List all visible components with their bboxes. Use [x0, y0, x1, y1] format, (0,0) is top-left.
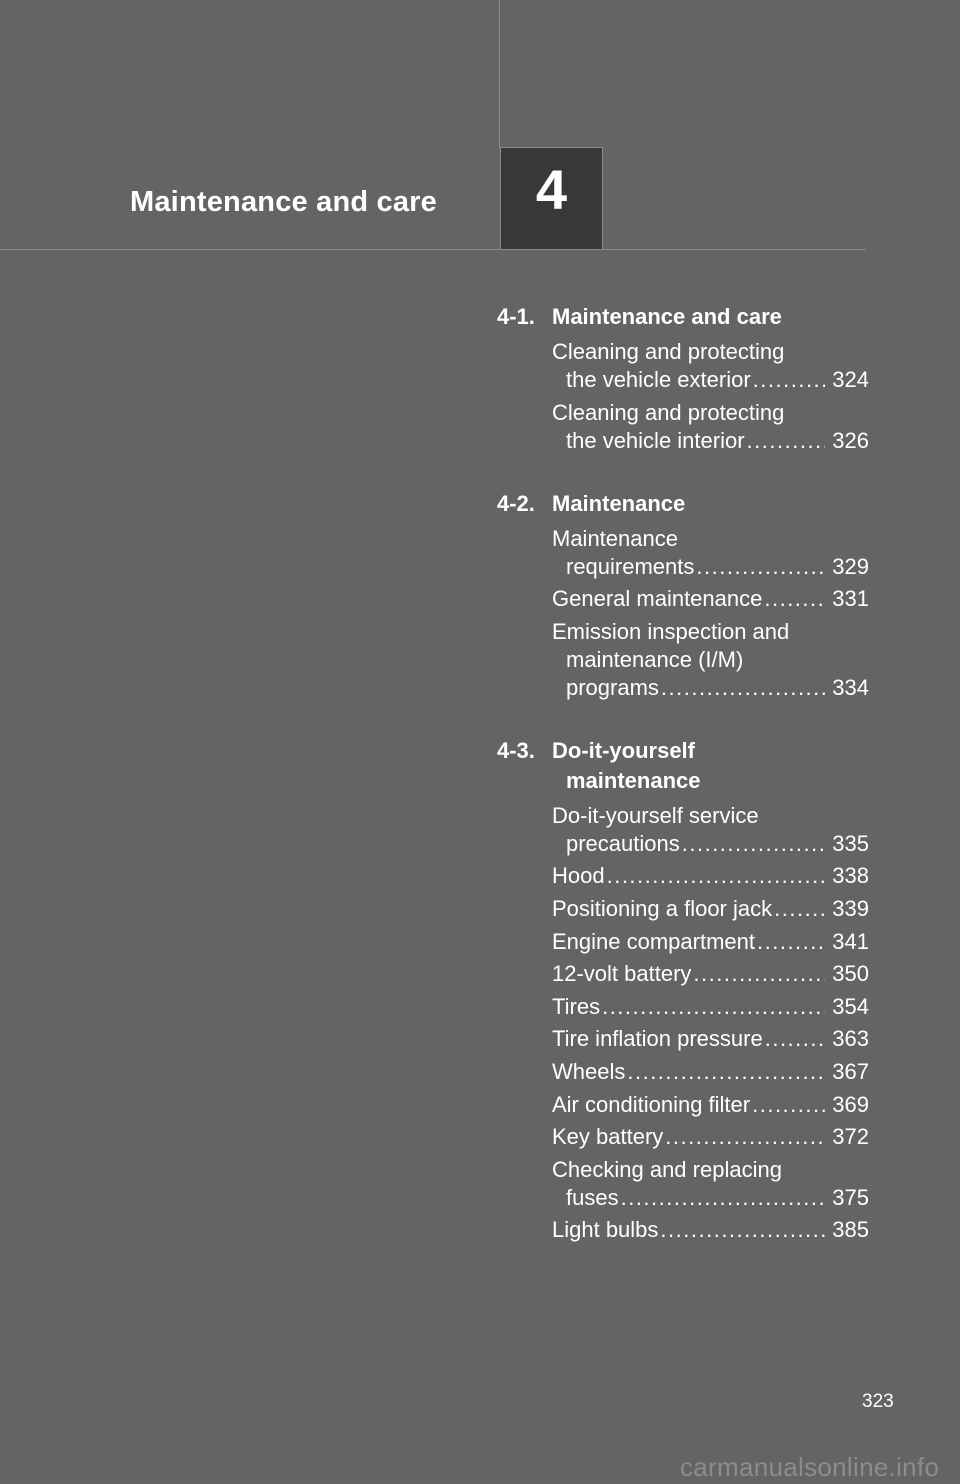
entry-page-number: 350 [832, 961, 869, 987]
dot-leader [753, 366, 825, 394]
section-title-line: Do-it-yourself [552, 737, 695, 763]
section-heading [497, 736, 869, 796]
section-heading [497, 489, 869, 519]
entry-title-line: maintenance (I/M) [566, 646, 744, 672]
entry-page-number: 363 [832, 1026, 869, 1052]
entry-leader-line [552, 366, 869, 394]
entry-title-line: Hood [552, 863, 605, 889]
toc-entry[interactable] [497, 338, 869, 394]
entry-leader-line [552, 1216, 869, 1244]
toc-entry[interactable] [497, 525, 869, 581]
dot-leader [665, 1123, 825, 1151]
chapter-title: Maintenance and care [130, 186, 437, 218]
toc-entry[interactable] [497, 928, 869, 956]
entry-title-line: the vehicle exterior [566, 367, 751, 392]
dot-leader [660, 1216, 825, 1244]
entry-page-number: 367 [832, 1058, 869, 1084]
toc-entry[interactable] [497, 1058, 869, 1086]
table-of-contents [497, 302, 869, 1278]
toc-section [497, 736, 869, 1245]
entry-title-line: requirements [566, 553, 695, 579]
entry-title-line: fuses [566, 1184, 619, 1210]
entry-page-number: 341 [832, 928, 869, 954]
entry-title-line: the vehicle interior [566, 427, 745, 453]
dot-leader [661, 674, 825, 702]
entry-page-number: 331 [832, 586, 869, 612]
toc-entry[interactable] [497, 802, 869, 858]
entry-leader-line [552, 1058, 869, 1086]
entry-page-number: 326 [832, 427, 869, 453]
entry-leader-line [552, 993, 869, 1021]
chapter-number-box [500, 147, 603, 249]
section-title [552, 302, 869, 332]
entry-page-number: 334 [832, 674, 869, 700]
dot-leader [682, 830, 825, 858]
page-number: 323 [862, 1391, 894, 1412]
entry-title-line: programs [566, 674, 659, 700]
entry-title-line: Light bulbs [552, 1217, 659, 1243]
entry-title-line: precautions [566, 830, 680, 856]
entry-title-line: Do-it-yourself service [552, 802, 759, 828]
entry-page-number: 335 [832, 830, 869, 856]
entry-leader-line [552, 960, 869, 988]
toc-entry[interactable] [497, 1123, 869, 1151]
entry-leader-line [552, 585, 869, 613]
entry-title-line: 12-volt battery [552, 961, 692, 987]
toc-entry[interactable] [497, 895, 869, 923]
entry-title-line: General maintenance [552, 586, 763, 612]
dot-leader [752, 1091, 825, 1119]
entry-title-line: Engine compartment [552, 928, 755, 954]
dot-leader [757, 928, 825, 956]
header-rule [0, 249, 866, 250]
dot-leader [774, 895, 825, 923]
entry-title-line: Air conditioning filter [552, 1091, 751, 1117]
section-title-line: Maintenance [552, 490, 686, 516]
entry-title-line: Checking and replacing [552, 1156, 782, 1182]
toc-section [497, 489, 869, 702]
entry-title-line: Key battery [552, 1124, 664, 1150]
entry-title-line: Emission inspection and [552, 618, 790, 644]
chapter-number: 4 [535, 158, 568, 221]
section-title-line: maintenance [566, 767, 701, 793]
entry-leader-line [552, 553, 869, 581]
entry-title-line: Wheels [552, 1058, 626, 1084]
entry-leader-line [552, 427, 869, 455]
toc-entry[interactable] [497, 1091, 869, 1119]
dot-leader [621, 1184, 825, 1212]
dot-leader [764, 585, 825, 613]
entry-title-line: Tire inflation pressure [552, 1026, 763, 1052]
entry-leader-line [552, 674, 869, 702]
entry-page-number: 324 [832, 367, 869, 392]
section-number: 4-3. [497, 737, 535, 763]
entry-title-line: Tires [552, 993, 601, 1019]
entry-leader-line [552, 1123, 869, 1151]
entry-leader-line [552, 862, 869, 890]
entry-leader-line [552, 1184, 869, 1212]
entry-leader-line [552, 895, 869, 923]
dot-leader [747, 427, 825, 455]
vertical-rule [499, 0, 500, 148]
toc-entry[interactable] [497, 862, 869, 890]
section-title [552, 489, 869, 519]
entry-page-number: 339 [832, 895, 869, 921]
section-number: 4-2. [497, 490, 535, 516]
entry-title-line: Positioning a floor jack [552, 895, 773, 921]
section-number: 4-1. [497, 304, 535, 329]
toc-entry[interactable] [497, 618, 869, 702]
dot-leader [696, 553, 825, 581]
toc-entry[interactable] [497, 585, 869, 613]
toc-entry[interactable] [497, 1156, 869, 1212]
entry-page-number: 329 [832, 553, 869, 579]
entry-page-number: 338 [832, 863, 869, 889]
toc-entry[interactable] [497, 960, 869, 988]
section-title [552, 736, 869, 796]
entry-leader-line [552, 928, 869, 956]
toc-section [497, 302, 869, 455]
toc-entry[interactable] [497, 993, 869, 1021]
entry-page-number: 375 [832, 1184, 869, 1210]
dot-leader [607, 862, 825, 890]
section-heading [497, 302, 869, 332]
dot-leader [693, 960, 825, 988]
toc-entry[interactable] [497, 1216, 869, 1244]
entry-page-number: 385 [832, 1217, 869, 1243]
entry-title-line: Cleaning and protecting [552, 399, 785, 425]
toc-entry[interactable] [497, 1025, 869, 1053]
entry-page-number: 369 [832, 1091, 869, 1117]
section-title-line: Maintenance and care [552, 304, 782, 329]
dot-leader [765, 1025, 825, 1053]
dot-leader [602, 993, 825, 1021]
entry-page-number: 372 [832, 1124, 869, 1150]
entry-leader-line [552, 1025, 869, 1053]
entry-leader-line [552, 1091, 869, 1119]
toc-entry[interactable] [497, 399, 869, 455]
entry-title-line: Maintenance [552, 525, 678, 551]
dot-leader [627, 1058, 825, 1086]
entry-title-line: Cleaning and protecting [552, 339, 785, 364]
watermark: carmanualsonline.info [680, 1452, 940, 1482]
entry-leader-line [552, 830, 869, 858]
entry-page-number: 354 [832, 993, 869, 1019]
